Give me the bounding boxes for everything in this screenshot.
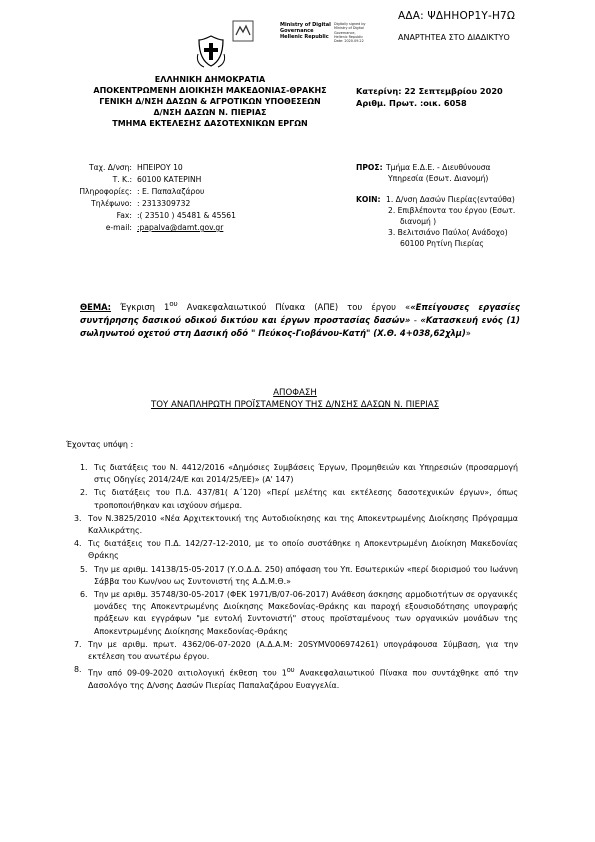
date-protocol-block (356, 85, 503, 109)
decision-title: ΑΠΟΦΑΣΗ ΤΟΥ ΑΝΑΠΛΗΡΩΤΗ ΠΡΟΪΣΤΑΜΕΝΟΥ ΤΗΣ Δ/ΝΣΗΣ ΔΑΣΩΝ Ν. ΠΙΕΡΙΑΣ (150, 388, 440, 410)
header-line: Δ/ΝΣΗ ΔΑΣΩΝ Ν. ΠΙΕΡΙΑΣ (153, 108, 267, 117)
header-line: ΕΛΛΗΝΙΚΗ ΔΗΜΟΚΡΑΤΙΑ (154, 75, 266, 84)
list-item: 8. Την από 09-09-2020 αιτιολογική έκθεση του $1^{o\upsilon}$ Ανακεφαλαιωτικού Πίνακα που συντάχθηκε από την Δασολόγο της Δ/νσης Δασών Πιερίας Παπαλαζάρου Ευαγγελία. (74, 665, 518, 691)
list-item: 2. Τις διατάξεις του Π.Δ. 437/81( Α΄120) «Περί μελέτης και εκτέλεσης δασοτεχνικών έργων», όπως τροποποιήθηκαν και ισχύουν σήμερα. (80, 488, 518, 510)
project-subtitle: «Κατασκευή ενός (1) σωληνωτού οχετού στη Δασική οδό " Πεύκος-Γιοβάνου-Κατή" (Χ.Θ. 4+038,62χλμ) (80, 314, 520, 338)
stamp-line: Ministry of Digital (280, 22, 331, 28)
considerations-list (74, 462, 518, 693)
subject-paragraph: ΘΕΜΑ: Έγκριση $1^{o\upsilon}$ Ανακεφαλαιωτικού Πίνακα (ΑΠΕ) του έργου ««Επείγουσες εργασίες συντήρησης δασικού οδικού δικτύου και έργων προστασίας δασών» - «Κατασκευή ενός (1) σωληνωτού οχετού στη Δασική οδό " Πεύκος-Γιοβάνου-Κατή" (Χ.Θ. 4+038,62χλμ)» (80, 300, 521, 338)
header-line: ΑΠΟΚΕΝΤΡΩΜΕΝΗ ΔΙΟΙΚΗΣΗ ΜΑΚΕΔΟΝΙΑΣ-ΘΡΑΚΗΣ (93, 86, 327, 95)
recipient-line: Υπηρεσία (Εσωτ. Διανομή) (388, 174, 489, 183)
contact-row: Τ. Κ.: 60100 ΚΑΤΕΡΙΝΗ (112, 175, 202, 184)
cc-recipient: 1. Δ/νση Δασών Πιερίας(ενταύθα) (386, 195, 515, 204)
contact-row: e-mail: :papalva@damt.gov.gr (105, 223, 224, 232)
issuing-authority-header (60, 74, 360, 129)
list-item: 4. Τις διατάξεις του Π.Δ. 142/27-12-2010, με το οποίο συστάθηκε η Αποκεντρωμένη Διοίκηση Μακεδονίας Θράκης (74, 539, 518, 561)
contact-row: Πληροφορίες: : Ε. Παπαλαζάρου (79, 187, 205, 196)
list-item: 1. Τις διατάξεις του Ν. 4412/2016 «Δημόσιες Συμβάσεις Έργων, Προμηθειών και Υπηρεσιών (προσαρμογή στις Οδηγίες 2014/24/Ε και 2014/25/ΕΕ)» (Α' 147) (80, 463, 518, 485)
project-title: «Επείγουσες εργασίες συντήρησης δασικού οδικού δικτύου και έργων προστασίας δασών» (80, 301, 521, 325)
header-line: ΓΕΝΙΚΗ Δ/ΝΣΗ ΔΑΣΩΝ & ΑΓΡΟΤΙΚΩΝ ΥΠΟΘΕΣΕΩΝ (99, 97, 321, 106)
digital-signature-logo-icon (232, 20, 254, 42)
header-line: ΤΜΗΜΑ ΕΚΤΕΛΕΣΗΣ ΔΑΣΟΤΕΧΝΙΚΩΝ ΕΡΓΩΝ (112, 119, 308, 128)
pros-label: ΠΡΟΣ: (356, 163, 383, 172)
list-item: 3. Τον Ν.3825/2010 «Νέα Αρχιτεκτονική της Αυτοδιοίκησης και της Αποκεντρωμένης Διοίκησης Πρόγραμμα Καλλικράτης. (74, 513, 518, 536)
recipients-block (356, 162, 556, 249)
contact-info (60, 162, 236, 234)
document-date: Κατερίνη: 22 Σεπτεμβρίου 2020 (356, 86, 503, 96)
stamp-line: Hellenic Republic (280, 34, 329, 40)
considering-intro: Έχοντας υπόψη : (66, 440, 134, 449)
recipient-line: Τμήμα Ε.Δ.Ε. - Διευθύνουσα (386, 163, 491, 172)
list-item: 7. Την με αριθμ. πρωτ. 4362/06-07-2020 (Α.Δ.Α.Μ: 20SYMV006974261) υπογράφουσα Σύμβαση, για την εκτέλεση του ανωτέρω έργου. (74, 639, 518, 662)
email-link[interactable]: :papalva@damt.gov.gr (137, 223, 224, 232)
greek-coat-of-arms-icon (195, 34, 227, 68)
signature-details: Digitally signed by Ministry of Digital Governance, Hellenic Republic Date: 2020.09.22 (334, 22, 366, 44)
cc-recipient: 3. Βελιτσιάνο Παύλο( Ανάδοχο) (388, 228, 508, 237)
signature-stamp-text (280, 22, 331, 40)
contact-row: Τηλέφωνο: : 2313309732 (91, 199, 191, 208)
cc-recipient-cont: διανομή ) (400, 217, 437, 226)
contact-row: Fax: :( 23510 ) 45481 & 45561 (116, 211, 236, 220)
koin-label: ΚΟΙΝ: (356, 195, 381, 204)
cc-recipient-cont: 60100 Ρητίνη Πιερίας (400, 239, 484, 248)
list-item: 5. Την με αριθμ. 14138/15-05-2017 (Υ.Ο.Δ.Δ. 250) απόφαση του Υπ. Εσωτερικών «περί διορισμού του Ιωάννη Σάββα του Κων/νου ως Συντονιστή της Α.Δ.Μ.Θ.» (80, 564, 518, 586)
contact-row: Ταχ. Δ/νση: ΗΠΕΙΡΟΥ 10 (88, 163, 183, 172)
posted-online-note: ΑΝΑΡΤΗΤΕΑ ΣΤΟ ΔΙΑΔΙΚΤΥΟ (398, 33, 510, 42)
stamp-line: Governance (280, 28, 314, 34)
list-item: 6. Την με αριθμ. 35748/30-05-2017 (ΦΕΚ 1971/Β/07-06-2017) Ανάθεση άσκησης αρμοδιοτήτων σε οργανικές μονάδες της Αποκεντρωμένης Διοίκησης Μακεδονίας-Θράκης και παροχή εξουσιοδότησης υπογραφής πράξεων και εγγράφων "με εντολή Συντονιστή" στους προϊσταμένους των οργανικών μονάδων της Αποκεντρωμένης Διοίκησης Μακεδονίας-Θράκης (80, 590, 518, 636)
protocol-number: Αριθμ. Πρωτ. :οικ. 6058 (356, 98, 467, 108)
subject-label: ΘΕΜΑ: (80, 301, 112, 312)
cc-recipient: 2. Επιβλέποντα του έργου (Εσωτ. (388, 206, 516, 215)
ada-code: ΑΔΑ: ΨΔΗΗΟΡ1Υ-Η7Ω (398, 10, 516, 22)
